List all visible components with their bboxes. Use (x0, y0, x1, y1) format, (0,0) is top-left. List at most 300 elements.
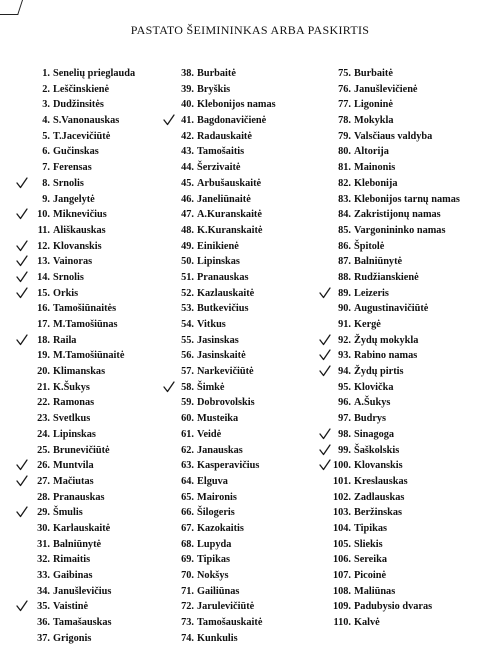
entry-name: Jasinskas (197, 334, 239, 346)
entry-name: S.Vanonauskas (53, 115, 120, 127)
entry-name: Raila (53, 334, 77, 346)
entry-name: Dobrovolskis (197, 397, 255, 409)
list-entry (329, 348, 499, 364)
list-entry (32, 176, 172, 192)
entry-name: Žydų pirtis (354, 366, 404, 378)
entry-name: M.Tamošiūnas (53, 319, 118, 330)
entry-name: Svetlkus (53, 413, 91, 425)
list-entry (176, 66, 328, 82)
entry-name: Ferensas (53, 162, 92, 174)
entry-number: 94. (338, 366, 351, 378)
list-entry (32, 505, 172, 521)
entry-number: 11. (37, 224, 50, 236)
entry-number: 87. (338, 256, 351, 268)
entry-name: Balniūnytė (354, 256, 403, 268)
entry-number: 85. (338, 224, 351, 236)
entry-name: Šimkė (197, 381, 225, 393)
entry-number: 25. (37, 444, 50, 456)
list-entry (176, 584, 328, 600)
entry-name: A.Šukys (354, 397, 391, 409)
entry-name: Klebonijos namas (197, 99, 276, 111)
entry-number: 82. (338, 177, 351, 189)
entry-number: 108. (332, 585, 351, 597)
entry-number: 72. (181, 601, 194, 613)
entry-number: 19. (37, 350, 50, 362)
entry-name: Lipinskas (197, 256, 240, 268)
list-entry (176, 521, 328, 537)
entry-number: 95. (338, 381, 351, 393)
entry-number: 20. (37, 366, 50, 378)
handwritten-check-icon (16, 600, 28, 612)
list-entry (32, 521, 172, 537)
handwritten-check-icon (319, 459, 331, 471)
list-entry (176, 317, 328, 333)
list-entry (32, 395, 172, 411)
entry-name: Karlauskaitė (53, 522, 111, 534)
entry-number: 66. (181, 507, 194, 519)
entry-number: 7. (42, 162, 50, 174)
entry-number: 15. (37, 287, 50, 299)
list-entry (176, 207, 328, 223)
entry-number: 106. (332, 554, 351, 566)
entry-number: 70. (181, 570, 194, 581)
handwritten-check-icon (319, 349, 331, 361)
list-entry (176, 474, 328, 490)
entry-number: 109. (332, 601, 351, 613)
entry-number: 6. (42, 146, 50, 158)
list-entry (329, 239, 499, 255)
list-entry (176, 348, 328, 364)
entry-name: Altorija (354, 146, 389, 158)
list-entry (329, 584, 499, 600)
handwritten-check-icon (16, 208, 28, 220)
entry-name: Tamošiūnaitės (53, 303, 117, 315)
entry-number: 62. (181, 444, 194, 456)
list-entry (329, 443, 499, 459)
entry-number: 91. (338, 319, 351, 330)
list-entry (32, 207, 172, 223)
list-entry (176, 443, 328, 459)
entry-number: 107. (332, 570, 351, 581)
list-entry (176, 270, 328, 286)
entry-number: 5. (42, 130, 50, 142)
list-column-1 (32, 66, 172, 646)
handwritten-check-icon (16, 255, 28, 267)
entry-name: Jangelytė (53, 193, 95, 205)
entry-name: Lipinskas (53, 428, 96, 440)
entry-name: Klebonijos tarnų namas (354, 193, 460, 205)
handwritten-check-icon (16, 287, 28, 299)
entry-number: 104. (332, 522, 351, 534)
entry-name: Tamošauskaitė (197, 617, 263, 629)
entry-name: Vargonininko namas (354, 224, 446, 236)
list-entry (329, 113, 499, 129)
list-entry (176, 254, 328, 270)
entry-name: Tamošaitis (197, 146, 245, 158)
entry-name: Vitkus (197, 319, 226, 330)
entry-name: Leizeris (354, 287, 389, 299)
list-entry (329, 192, 499, 208)
list-entry (329, 144, 499, 160)
entry-name: Klovanskis (354, 460, 403, 472)
entry-name: Srnolis (53, 271, 84, 283)
entry-number: 88. (338, 271, 351, 283)
entry-number: 36. (37, 617, 50, 629)
entry-name: Janušlevičius (53, 585, 112, 597)
entry-number: 40. (181, 99, 194, 111)
list-entry (176, 176, 328, 192)
entry-name: Sinagoga (354, 428, 395, 440)
entry-name: Tamašauskas (53, 617, 112, 629)
list-entry (329, 270, 499, 286)
list-entry (329, 129, 499, 145)
handwritten-check-icon (16, 506, 28, 518)
list-entry (32, 66, 172, 82)
entry-number: 17. (37, 319, 50, 330)
handwritten-check-icon (16, 271, 28, 283)
entry-name: Picoinė (354, 570, 387, 581)
entry-name: Gailiūnas (197, 585, 240, 597)
list-entry (329, 490, 499, 506)
entry-number: 100. (332, 460, 351, 472)
entry-number: 64. (181, 475, 194, 487)
entry-name: Veidė (197, 428, 222, 440)
entry-number: 14. (37, 271, 50, 283)
handwritten-check-icon (319, 428, 331, 440)
list-entry (329, 599, 499, 615)
entry-name: Kazokaitis (197, 522, 244, 534)
entry-number: 63. (181, 460, 194, 472)
list-entry (329, 286, 499, 302)
list-entry (32, 537, 172, 553)
entry-number: 1. (42, 68, 50, 79)
entry-name: Valsčiaus valdyba (354, 130, 433, 142)
list-column-3 (329, 66, 499, 631)
entry-number: 71. (181, 585, 194, 597)
entry-name: Nokšys (197, 570, 229, 581)
list-entry (32, 552, 172, 568)
entry-number: 110. (333, 617, 351, 629)
list-entry (176, 505, 328, 521)
entry-number: 101. (332, 475, 351, 487)
entry-name: Rimaitis (53, 554, 91, 566)
entry-name: Orkis (53, 287, 79, 299)
list-entry (32, 427, 172, 443)
list-entry (32, 380, 172, 396)
entry-number: 23. (37, 413, 50, 425)
entry-number: 65. (181, 491, 194, 503)
list-entry (176, 395, 328, 411)
entry-name: Klovička (354, 381, 394, 393)
list-entry (329, 176, 499, 192)
handwritten-check-icon (16, 334, 28, 346)
list-entry (32, 129, 172, 145)
entry-number: 42. (181, 130, 194, 142)
list-entry (32, 584, 172, 600)
list-entry (32, 82, 172, 98)
list-entry (176, 615, 328, 631)
entry-name: Mainonis (354, 162, 396, 174)
entry-name: Gučinskas (53, 146, 99, 158)
entry-name: Kazlauskaitė (197, 287, 255, 299)
entry-number: 97. (338, 413, 351, 425)
list-entry (176, 286, 328, 302)
entry-name: Vaistinė (53, 601, 89, 613)
list-entry (329, 568, 499, 584)
entry-name: Butkevičius (197, 303, 249, 315)
entry-name: Burbaitė (197, 68, 236, 79)
entry-number: 79. (338, 130, 351, 142)
list-entry (32, 160, 172, 176)
list-entry (32, 599, 172, 615)
list-entry (329, 207, 499, 223)
list-entry (176, 364, 328, 380)
entry-name: Žydų mokykla (354, 334, 419, 346)
list-entry (32, 97, 172, 113)
list-entry (32, 458, 172, 474)
entry-number: 44. (181, 162, 194, 174)
entry-name: Zakristijonų namas (354, 209, 441, 221)
entry-number: 48. (181, 224, 194, 236)
list-entry (329, 66, 499, 82)
list-entry (176, 537, 328, 553)
entry-number: 32. (37, 554, 50, 566)
list-entry (329, 364, 499, 380)
handwritten-check-icon (16, 475, 28, 487)
list-entry (329, 333, 499, 349)
list-entry (329, 615, 499, 631)
entry-name: Grigonis (53, 632, 92, 644)
entry-name: Mokykla (354, 115, 394, 127)
entry-number: 96. (338, 397, 351, 409)
list-entry (329, 474, 499, 490)
entry-number: 31. (37, 538, 50, 550)
entry-name: T.Jacevičiūtė (53, 130, 111, 142)
entry-number: 46. (181, 193, 194, 205)
list-entry (329, 395, 499, 411)
entry-name: Janeliūnaitė (197, 193, 251, 205)
entry-name: Radauskaitė (197, 130, 252, 142)
entry-name: Kasperavičius (197, 460, 260, 472)
entry-number: 75. (338, 68, 351, 79)
entry-name: Klovanskis (53, 240, 102, 252)
handwritten-check-icon (163, 381, 175, 393)
list-entry (329, 552, 499, 568)
entry-name: Narkevičiūtė (197, 366, 254, 378)
list-entry (176, 458, 328, 474)
entry-number: 49. (181, 240, 194, 252)
list-entry (32, 333, 172, 349)
list-entry (32, 144, 172, 160)
entry-name: Beržinskas (354, 507, 403, 519)
entry-name: Janušlevičienė (354, 83, 418, 95)
entry-name: Lupyda (197, 538, 232, 550)
list-entry (329, 97, 499, 113)
list-entry (176, 192, 328, 208)
entry-number: 43. (181, 146, 194, 158)
list-entry (32, 568, 172, 584)
entry-number: 27. (37, 475, 50, 487)
list-entry (176, 380, 328, 396)
entry-number: 86. (338, 240, 351, 252)
entry-name: Musteika (197, 413, 239, 425)
entry-name: Burbaitė (354, 68, 393, 79)
list-entry (32, 254, 172, 270)
entry-number: 39. (181, 83, 194, 95)
entry-number: 69. (181, 554, 194, 566)
entry-name: Bagdonavičienė (197, 115, 267, 127)
entry-number: 89. (338, 287, 351, 299)
list-entry (32, 364, 172, 380)
list-entry (32, 631, 172, 646)
entry-number: 54. (181, 319, 194, 330)
list-entry (176, 223, 328, 239)
entry-number: 61. (181, 428, 194, 440)
entry-number: 47. (181, 209, 194, 221)
entry-number: 80. (338, 146, 351, 158)
corner-pen-mark (0, 0, 23, 15)
entry-name: Špitolė (354, 240, 385, 252)
entry-name: A.Kuranskaitė (197, 209, 262, 221)
entry-name: Tipikas (197, 554, 231, 566)
list-entry (329, 427, 499, 443)
entry-name: Maironis (197, 491, 237, 503)
entry-name: Balniūnytė (53, 538, 102, 550)
list-entry (32, 239, 172, 255)
entry-number: 13. (37, 256, 50, 268)
entry-number: 105. (332, 538, 351, 550)
page-title: PASTATO ŠEIMININKAS ARBA PASKIRTIS (130, 23, 370, 38)
entry-number: 37. (37, 632, 50, 644)
entry-number: 53. (181, 303, 194, 315)
list-entry (329, 537, 499, 553)
list-entry (329, 380, 499, 396)
entry-number: 56. (181, 350, 194, 362)
entry-name: Dudžinsitės (53, 99, 104, 111)
entry-name: Senelių prieglauda (53, 68, 136, 79)
entry-name: Augustinavičiūtė (354, 303, 429, 315)
list-entry (32, 223, 172, 239)
list-entry (32, 317, 172, 333)
entry-number: 76. (338, 83, 351, 95)
entry-name: Pranauskas (53, 491, 105, 503)
entry-number: 3. (42, 99, 50, 111)
entry-name: Mačiutas (53, 475, 94, 487)
entry-name: Rudžianskienė (354, 271, 419, 283)
list-entry (176, 239, 328, 255)
handwritten-check-icon (16, 240, 28, 252)
entry-number: 16. (37, 303, 50, 315)
entry-name: Tipikas (354, 522, 388, 534)
handwritten-check-icon (16, 459, 28, 471)
entry-name: Klimanskas (53, 366, 106, 378)
entry-number: 10. (37, 209, 50, 221)
list-entry (176, 552, 328, 568)
entry-name: Padubysio dvaras (354, 601, 433, 613)
entry-number: 60. (181, 413, 194, 425)
entry-number: 30. (37, 522, 50, 534)
entry-number: 34. (37, 585, 50, 597)
list-entry (176, 411, 328, 427)
entry-name: Miknevičius (53, 209, 107, 221)
entry-name: Brunevičiūtė (53, 444, 110, 456)
entry-number: 24. (37, 428, 50, 440)
entry-number: 45. (181, 177, 194, 189)
list-entry (176, 160, 328, 176)
list-entry (32, 490, 172, 506)
entry-name: Šmulis (53, 507, 83, 519)
handwritten-check-icon (163, 114, 175, 126)
entry-number: 9. (42, 193, 50, 205)
entry-name: K.Šukys (53, 381, 90, 393)
list-entry (176, 113, 328, 129)
list-entry (176, 82, 328, 98)
entry-number: 103. (332, 507, 351, 519)
entry-number: 59. (181, 397, 194, 409)
list-entry (329, 223, 499, 239)
entry-number: 38. (181, 68, 194, 79)
list-entry (32, 301, 172, 317)
entry-name: Ligoninė (354, 99, 393, 111)
entry-number: 68. (181, 538, 194, 550)
entry-name: Arbušauskaitė (197, 177, 262, 189)
entry-name: Šerzivaitė (197, 162, 241, 174)
entry-number: 26. (37, 460, 50, 472)
entry-number: 73. (181, 617, 194, 629)
list-entry (32, 348, 172, 364)
entry-name: Klebonija (354, 177, 398, 189)
entry-number: 4. (42, 115, 50, 127)
entry-name: Kalvė (354, 617, 380, 629)
entry-number: 58. (181, 381, 194, 393)
list-entry (32, 192, 172, 208)
entry-name: Vainoras (53, 256, 93, 268)
list-entry (176, 301, 328, 317)
list-entry (176, 631, 328, 646)
list-column-2 (176, 66, 328, 646)
entry-name: Einikienė (197, 240, 239, 252)
entry-name: M.Tamošiūnaitė (53, 350, 125, 362)
entry-number: 99. (338, 444, 351, 456)
entry-number: 51. (181, 271, 194, 283)
entry-name: Janauskas (197, 444, 243, 456)
list-entry (176, 568, 328, 584)
entry-name: Srnolis (53, 177, 84, 189)
entry-name: Budrys (354, 413, 387, 425)
list-entry (176, 599, 328, 615)
entry-number: 57. (181, 366, 194, 378)
entry-number: 83. (338, 193, 351, 205)
entry-number: 67. (181, 522, 194, 534)
list-entry (329, 301, 499, 317)
entry-number: 21. (37, 381, 50, 393)
list-entry (176, 490, 328, 506)
handwritten-check-icon (319, 444, 331, 456)
entry-name: Muntvila (53, 460, 94, 472)
list-entry (329, 160, 499, 176)
entry-name: Leščinskienė (53, 83, 110, 95)
entry-number: 81. (338, 162, 351, 174)
list-entry (329, 317, 499, 333)
entry-number: 50. (181, 256, 194, 268)
entry-name: Kergė (354, 319, 381, 330)
entry-number: 93. (338, 350, 351, 362)
handwritten-check-icon (319, 334, 331, 346)
entry-name: K.Kuranskaitė (197, 224, 263, 236)
list-entry (32, 615, 172, 631)
entry-number: 28. (37, 491, 50, 503)
entry-number: 35. (37, 601, 50, 613)
